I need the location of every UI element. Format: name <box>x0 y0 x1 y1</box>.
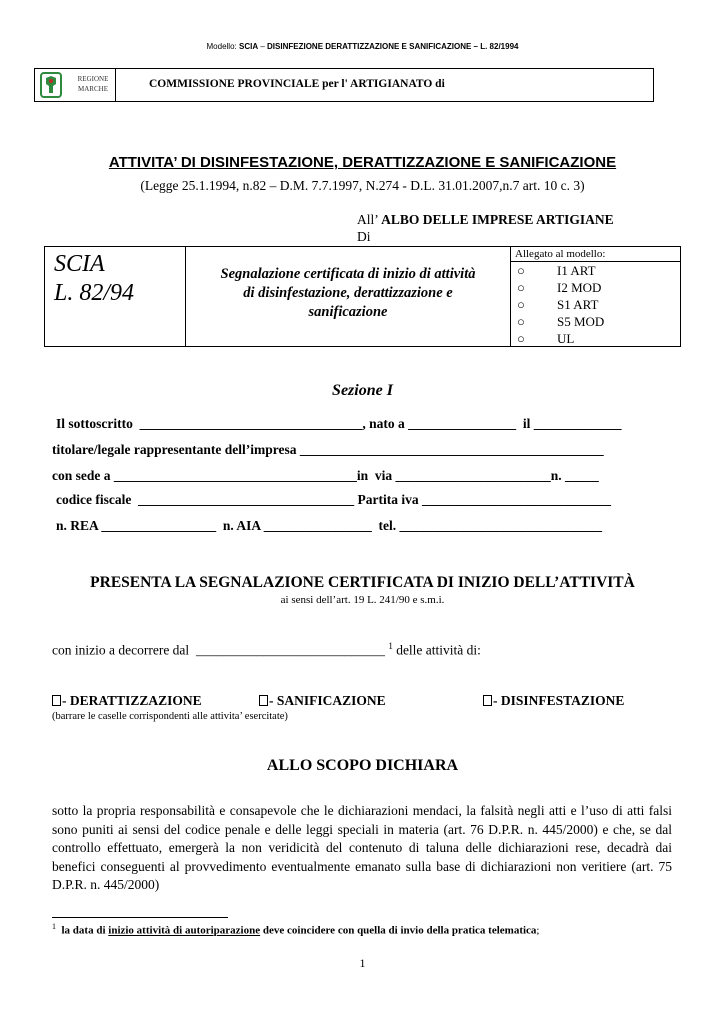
activities-note: (barrare le caselle corrispondenti alle attivita’ esercitate) <box>52 711 288 722</box>
form-line-sede[interactable]: con sede a ____________________________________in via _______________________n. _____ <box>52 468 599 483</box>
allegato-option-label: I2 MOD <box>557 280 602 295</box>
radio-circle-icon[interactable]: ○ <box>517 280 525 295</box>
form-line-sottoscritto[interactable]: Il sottoscritto _________________________________, nato a ________________ il _____________ <box>56 416 622 431</box>
header-title: DISINFEZIONE DERATTIZZAZIONE E SANIFICAZIONE – L. 82/1994 <box>267 42 519 51</box>
allegato-option-label: S5 MOD <box>557 314 605 329</box>
activity-label: - DISINFESTAZIONE <box>493 693 625 708</box>
footnote-text2: deve coincidere con quella di invio della pratica telematica <box>260 924 537 937</box>
page-number: 1 <box>359 956 366 970</box>
scia-desc-line1: Segnalazione certificata di inizio di attività <box>220 266 476 282</box>
allegato-label: Allegato al modello: <box>511 247 680 262</box>
allegato-option-label: I1 ART <box>557 263 596 278</box>
allegato-option-label: UL <box>557 331 575 346</box>
commission-title: COMMISSIONE PROVINCIALE per l' ARTIGIANATO di <box>149 78 445 90</box>
radio-circle-icon[interactable]: ○ <box>517 314 525 329</box>
activity-sanificazione[interactable] <box>259 693 386 709</box>
checkbox-icon[interactable] <box>259 695 268 706</box>
footnote-number: 1 <box>52 922 56 931</box>
presenta-subtitle: ai sensi dell’art. 19 L. 241/90 e s.m.i. <box>280 594 445 606</box>
region-name <box>73 74 113 94</box>
region-name-line2: MARCHE <box>78 85 108 93</box>
albo-prefix: All’ <box>357 212 382 227</box>
activity-disinfestazione[interactable] <box>483 693 624 709</box>
allegato-option[interactable] <box>517 262 596 279</box>
checkbox-icon[interactable] <box>52 695 61 706</box>
footnote-end: ; <box>536 924 540 937</box>
scia-label-cell <box>45 247 186 346</box>
radio-circle-icon[interactable]: ○ <box>517 297 525 312</box>
inizio-prefix: con inizio a decorrere dal <box>52 642 196 658</box>
radio-circle-icon[interactable]: ○ <box>517 263 525 278</box>
law-references: (Legge 25.1.1994, n.82 – D.M. 7.7.1997, N.274 - D.L. 31.01.2007,n.7 art. 10 c. 3) <box>140 178 585 193</box>
allegato-option[interactable] <box>517 313 604 330</box>
allegato-option-label: S1 ART <box>557 297 599 312</box>
logo-cell <box>35 69 116 101</box>
albo-di: Di <box>357 229 371 244</box>
header-prefix: Modello: <box>206 42 237 51</box>
inizio-date-field[interactable]: ____________________________ <box>195 642 385 658</box>
allegato-option[interactable] <box>517 330 574 347</box>
declaration-text: sotto la propria responsabilità e consapevole che le dichiarazioni mendaci, la falsità negli atti e l’uso di atti falsi sono puniti ai sensi del codice penale e delle leggi speciali in materia (art. 76 D.P.R. n. 445/2000) e che, se dal controllo effettuato, emergerà la non veridicità del contenuto di taluna delle dichiarazioni rese, decadrà dai benefici conseguenti al provvedimento eventualmente emanato sulla base di dichiarazioni non veritiere (art. 75 D.P.R. n. 445/2000) <box>52 803 672 892</box>
scia-label-line2: L. 82/94 <box>54 280 135 306</box>
form-line-rea[interactable]: n. REA _________________ n. AIA ________________ tel. ______________________________ <box>56 518 603 533</box>
presenta-title: PRESENTA LA SEGNALAZIONE CERTIFICATA DI INIZIO DELL’ATTIVITÀ <box>90 574 635 591</box>
form-line-titolare[interactable]: titolare/legale rappresentante dell’impresa _____________________________________________ <box>52 442 604 457</box>
activity-derattizzazione[interactable] <box>52 693 202 709</box>
footnote-ref: 1 <box>388 641 393 651</box>
scia-desc-line3: sanificazione <box>308 304 388 320</box>
allegato-cell <box>511 247 680 346</box>
activity-label: - DERATTIZZAZIONE <box>62 693 202 708</box>
allegato-option[interactable] <box>517 296 598 313</box>
main-title: ATTIVITA’ DI DISINFESTAZIONE, DERATTIZZAZIONE E SANIFICAZIONE <box>108 154 617 171</box>
footnote <box>52 922 539 937</box>
scia-label <box>54 250 134 308</box>
header-code: SCIA <box>239 42 259 51</box>
checkbox-icon[interactable] <box>483 695 492 706</box>
footnote-underlined: inizio attività di autoriparazione <box>108 924 261 937</box>
scia-box <box>44 246 681 347</box>
scia-desc-line2: di disinfestazione, derattizzazione e <box>243 285 453 301</box>
region-logo-icon <box>40 72 62 98</box>
scia-description <box>186 265 510 322</box>
scia-description-cell <box>186 247 511 346</box>
allo-scopo-title: ALLO SCOPO DICHIARA <box>266 757 459 774</box>
footnote-text1: la data di <box>61 924 109 937</box>
inizio-line <box>52 641 481 659</box>
scia-label-line1: SCIA <box>54 251 105 277</box>
form-line-codice-fiscale[interactable]: codice fiscale ________________________________ Partita iva ____________________________ <box>56 492 611 507</box>
section-title: Sezione I <box>332 382 393 399</box>
running-header <box>0 42 725 51</box>
albo-line <box>357 212 614 228</box>
region-box <box>34 68 654 102</box>
inizio-suffix: delle attività di: <box>392 642 481 658</box>
header-dash: – <box>258 42 268 51</box>
radio-circle-icon[interactable]: ○ <box>517 331 525 346</box>
activity-label: - SANIFICAZIONE <box>269 693 386 708</box>
footnote-divider <box>52 917 228 918</box>
allegato-option[interactable] <box>517 279 601 296</box>
region-name-line1: REGIONE <box>77 75 109 83</box>
albo-name: ALBO DELLE IMPRESE ARTIGIANE <box>381 212 614 227</box>
